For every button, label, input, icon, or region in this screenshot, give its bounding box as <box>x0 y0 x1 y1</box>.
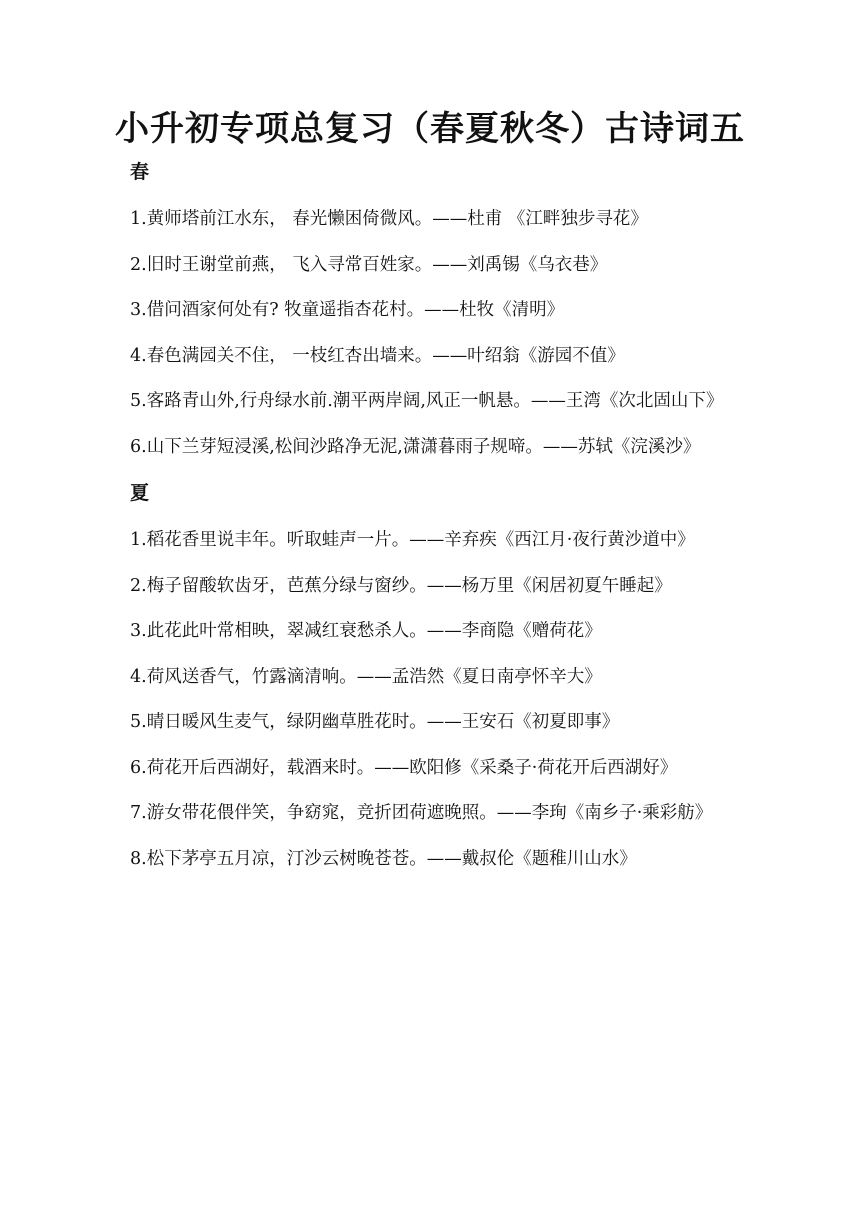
poem-line: 3.借问酒家何处有? 牧童遥指杏花村。——杜牧《清明》 <box>130 300 565 320</box>
poem-line: 4.荷风送香气，竹露滴清响。——孟浩然《夏日南亭怀辛大》 <box>130 666 602 687</box>
poem-line: 5.晴日暖风生麦气，绿阴幽草胜花时。——王安石《初夏即事》 <box>130 712 620 732</box>
poem-line: 1.稻花香里说丰年。听取蛙声一片。——辛弃疾《西江月·夜行黄沙道中》 <box>130 530 695 550</box>
document-title: 小升初专项总复习（春夏秋冬）古诗词五 <box>115 109 745 149</box>
poem-line: 6.山下兰芽短浸溪,松间沙路净无泥,潇潇暮雨子规啼。——苏轼《浣溪沙》 <box>130 436 701 457</box>
poem-line: 2.旧时王谢堂前燕， 飞入寻常百姓家。——刘禹锡《乌衣巷》 <box>130 254 608 275</box>
poem-line: 2.梅子留酸软齿牙，芭蕉分绿与窗纱。——杨万里《闲居初夏午睡起》 <box>130 575 672 596</box>
poem-line: 6.荷花开后西湖好，载酒来时。——欧阳修《采桑子·荷花开后西湖好》 <box>130 757 678 778</box>
document-body <box>130 153 734 882</box>
poem-line: 4.春色满园关不住， 一枝红杏出墙来。——叶绍翁《游园不值》 <box>130 345 625 366</box>
poem-line: 3.此花此叶常相映，翠减红衰愁杀人。——李商隐《赠荷花》 <box>130 621 602 641</box>
poem-line: 8.松下茅亭五月凉，汀沙云树晚苍苍。——戴叔伦《题稚川山水》 <box>130 848 637 869</box>
poem-line: 1.黄师塔前江水东， 春光懒困倚微风。——杜甫 《江畔独步寻花》 <box>130 209 648 229</box>
poem-line: 7.游女带花偎伴笑，争窈窕，竞折团荷遮晚照。——李珣《南乡子·乘彩舫》 <box>130 803 713 823</box>
section-heading-summer: 夏 <box>130 482 150 504</box>
section-heading-spring: 春 <box>130 161 150 183</box>
poem-line: 5.客路青山外,行舟绿水前.潮平两岸阔,风正一帆悬。——王湾《次北固山下》 <box>130 391 724 411</box>
